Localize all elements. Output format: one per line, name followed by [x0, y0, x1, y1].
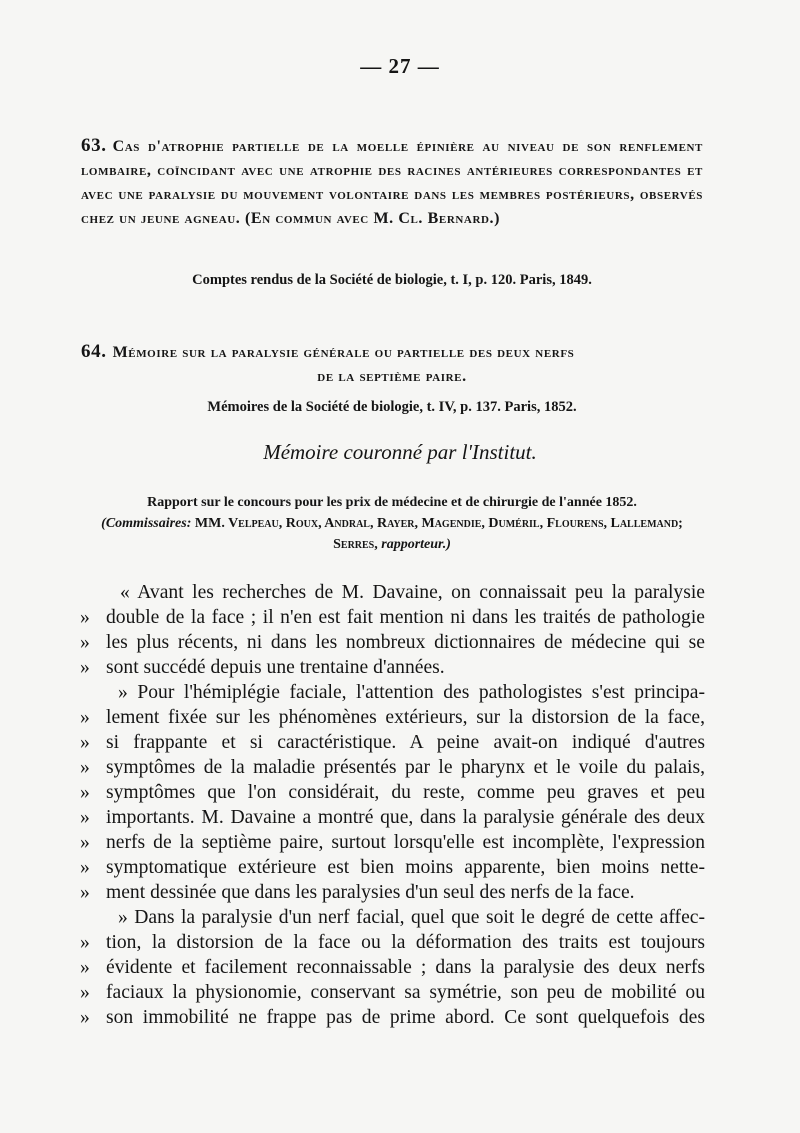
entry-63-title-text: Cas d'atrophie partielle de la moelle épinière au niveau de son renflement lombaire, coïncidant avec une atrophie des racines antérieures correspondantes et avec une paralysie du mouvement volontaire dans les membres postérieurs, observés chez un jeune agneau. (En commun avec M. Cl. Bernard.) [81, 138, 703, 227]
report-block [81, 492, 703, 555]
quote-mark: » [80, 857, 90, 878]
quote-mark: » [80, 732, 90, 753]
body-line: » Pour l'hémiplégie faciale, l'attention des pathologistes s'est principa- [118, 682, 705, 703]
entry-64-number: 64. [81, 341, 107, 362]
body-line: » évidente et facilement reconnaissable ; dans la paralysie des deux nerfs [80, 957, 705, 978]
body-line: « Avant les recherches de M. Davaine, on connaissait peu la paralysie [120, 582, 705, 603]
page-number: — 27 — [360, 54, 440, 78]
body-line: » double de la face ; il n'en est fait mention ni dans les traités de pathologie [80, 607, 705, 628]
body-line: » tion, la distorsion de la face ou la déformation des traits est toujours [80, 932, 705, 953]
quote-mark: » [80, 757, 90, 778]
quote-mark: » [80, 807, 90, 828]
quote-mark: » [80, 932, 90, 953]
body-line: » lement fixée sur les phénomènes extérieurs, sur la distorsion de la face, [80, 707, 705, 728]
quote-mark: » [80, 707, 90, 728]
body-line: » son immobilité ne frappe pas de prime abord. Ce sont quelquefois des [80, 1007, 705, 1028]
quote-mark: » [80, 782, 90, 803]
rapporteur-name: Serres, [333, 537, 378, 552]
body-line: » sont succédé depuis une trentaine d'années. [80, 657, 445, 678]
entry-63-number: 63. [81, 135, 107, 156]
quote-mark: » [80, 657, 90, 678]
entry-64-title-line1: Mémoire sur la paralysie générale ou partielle des deux nerfs [112, 344, 575, 361]
quote-mark: » [80, 882, 90, 903]
entry-63-title [81, 134, 703, 231]
quote-mark: » [80, 632, 90, 653]
body-line: » importants. M. Davaine a montré que, dans la paralysie générale des deux [80, 807, 705, 828]
body-line: » Dans la paralysie d'un nerf facial, quel que soit le degré de cette affec- [118, 907, 705, 928]
body-line: » symptômes que l'on considérait, du reste, comme peu graves et peu [80, 782, 705, 803]
entry-63-source: Comptes rendus de la Société de biologie, t. I, p. 120. Paris, 1849. [192, 272, 592, 288]
body-line: » les plus récents, ni dans les nombreux dictionnaires de médecine qui se [80, 632, 705, 653]
body-line: » nerfs de la septième paire, surtout lorsqu'elle est incomplète, l'expression [80, 832, 705, 853]
quoted-body-text [80, 580, 705, 1030]
commissaires-names: MM. Velpeau, Roux, Andral, Rayer, Magendie, Duméril, Flourens, Lallemand; [194, 516, 683, 531]
report-line: Rapport sur le concours pour les prix de médecine et de chirurgie de l'année 1852. [147, 495, 637, 510]
quote-mark: » [80, 1007, 90, 1028]
body-line: » si frappante et si caractéristique. A peine avait-on indiqué d'autres [80, 732, 705, 753]
entry-64-source: Mémoires de la Société de biologie, t. IV, p. 137. Paris, 1852. [207, 399, 577, 415]
entry-64-title-line2: de la septième paire. [317, 368, 467, 385]
body-line: » ment dessinée que dans les paralysies d'un seul des nerfs de la face. [80, 882, 635, 903]
quote-mark: » [80, 832, 90, 853]
body-line: » symptomatique extérieure est bien moins apparente, bien moins nette- [80, 857, 705, 878]
body-line: » faciaux la physionomie, conservant sa symétrie, son peu de mobilité ou [80, 982, 705, 1003]
quote-mark: » [80, 982, 90, 1003]
prize-heading: Mémoire couronné par l'Institut. [263, 440, 537, 464]
commissaires-label: (Commissaires: [101, 516, 192, 531]
quote-mark: » [80, 957, 90, 978]
quote-mark: » [80, 607, 90, 628]
entry-64-title [81, 340, 703, 389]
rapporteur-label: rapporteur.) [381, 537, 451, 552]
body-line: » symptômes de la maladie présentés par le pharynx et le voile du palais, [80, 757, 705, 778]
